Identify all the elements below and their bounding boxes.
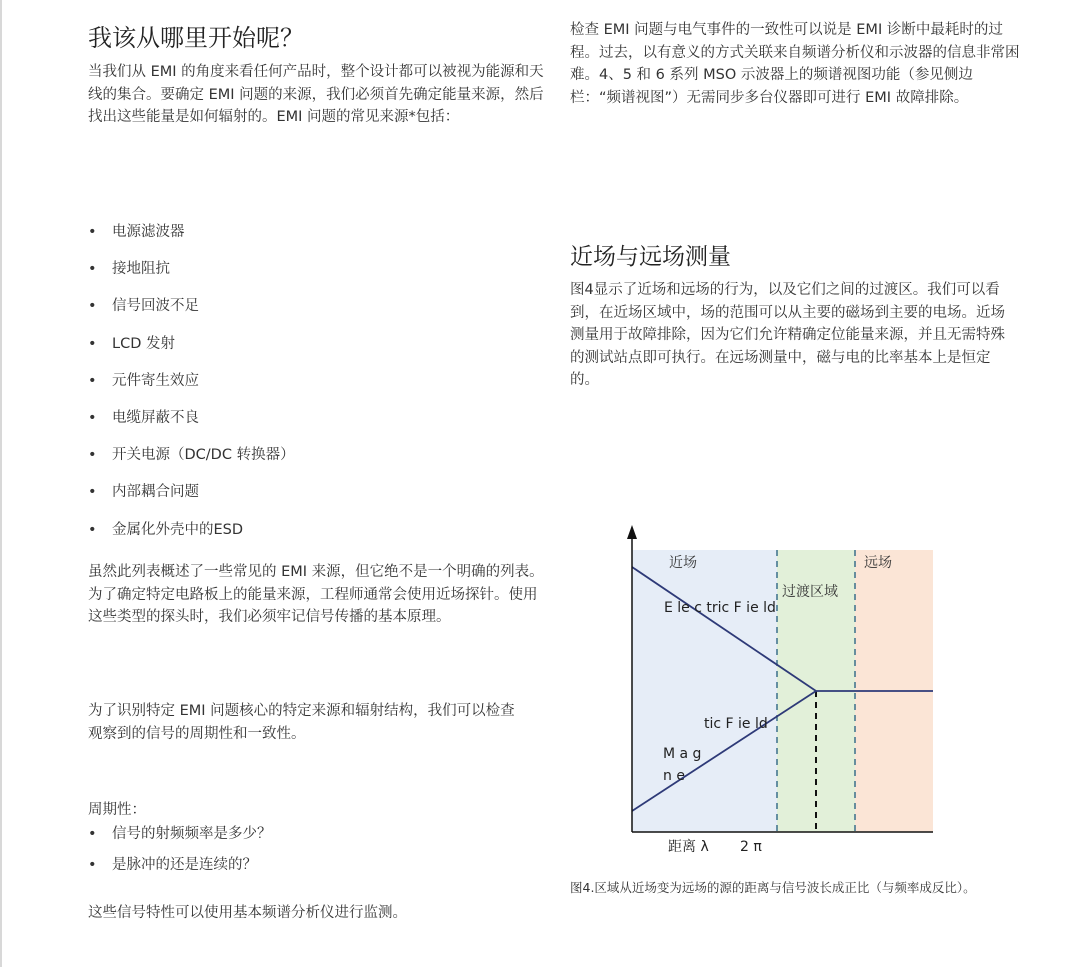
near-field-region: [632, 550, 777, 832]
list-item: • LCD 发射: [88, 334, 295, 371]
y-axis-arrow-icon: [627, 525, 637, 539]
closing-paragraph: 这些信号特性可以使用基本频谱分析仪进行监测。: [88, 905, 407, 921]
far-field-label: 远场: [864, 555, 892, 571]
list-item: • 开关电源（DC/DC 转换器）: [88, 445, 295, 482]
list-item: • 接地阻抗: [88, 259, 295, 296]
right-intro-paragraph: 检查 EMI 问题与电气事件的一致性可以说是 EMI 诊断中最耗时的过程。过去，以有意义的方式关联来自频谱分析仪和示波器的信息非常困难。4、5 和 6 系列 MSO 示波器上的频谱视图功能（参见侧边栏：“频谱视图”）无需同步多台仪器即可进行 EMI 故障排除。: [570, 22, 1020, 106]
list-item: • 是脉冲的还是连续的？: [88, 855, 272, 886]
list-summary-paragraph: 虽然此列表概述了一些常见的 EMI 来源，但它绝不是一个明确的列表。为了确定特定电路板上的能量来源，工程师通常会使用近场探针。使用这些类型的探头时，我们必须牢记信号传播的基本原理。: [88, 564, 544, 625]
list-item: • 电源滤波器: [88, 222, 295, 259]
magnetic-field-label-part: M a g: [663, 746, 702, 762]
periodicity-label: 周期性：: [88, 802, 146, 818]
section-title: 近场与远场测量: [570, 244, 731, 270]
figure-caption: 图4.区域从近场变为远场的源的距离与信号波长成正比（与频率成反比）。: [570, 880, 976, 895]
list-item: • 电缆屏蔽不良: [88, 408, 295, 445]
near-field-label: 近场: [669, 555, 697, 571]
near-far-field-figure: [560, 515, 950, 865]
intro-paragraph: 当我们从 EMI 的角度来看任何产品时，整个设计都可以被视为能源和天线的集合。要确定 EMI 问题的来源，我们必须首先确定能量来源，然后找出这些能量是如何辐射的。EMI 问题的常见来源*包括：: [88, 64, 544, 125]
x-axis-tick-label: 2 π: [740, 839, 762, 855]
page-title: 我该从哪里开始呢？: [88, 24, 304, 52]
x-axis-label: 距离 λ: [668, 839, 709, 855]
list-item: • 元件寄生效应: [88, 371, 295, 408]
electric-field-label: E le c tric F ie ld: [664, 600, 776, 616]
emi-sources-list: [88, 222, 295, 557]
transition-label: 过渡区域: [782, 584, 838, 600]
list-item: • 内部耦合问题: [88, 482, 295, 519]
magnetic-field-label: tic F ie ld: [704, 716, 768, 732]
list-item: • 信号回波不足: [88, 296, 295, 333]
list-item: • 信号的射频频率是多少？: [88, 824, 272, 855]
magnetic-field-label-part: n e: [663, 768, 685, 784]
list-item: • 金属化外壳中的ESD: [88, 520, 295, 557]
periodicity-questions: [88, 824, 272, 886]
section-paragraph: 图4显示了近场和远场的行为，以及它们之间的过渡区。我们可以看到，在近场区域中，场的范围可以从主要的磁场到主要的电场。近场测量用于故障排除，因为它们允许精确定位能量来源，并且无需特殊的测试站点即可执行。在远场测量中，磁与电的比率基本上是恒定的。: [570, 282, 1005, 388]
identify-paragraph: 为了识别特定 EMI 问题核心的特定来源和辐射结构，我们可以检查观察到的信号的周期性和一致性。: [88, 703, 515, 742]
page-edge: [0, 0, 2, 967]
